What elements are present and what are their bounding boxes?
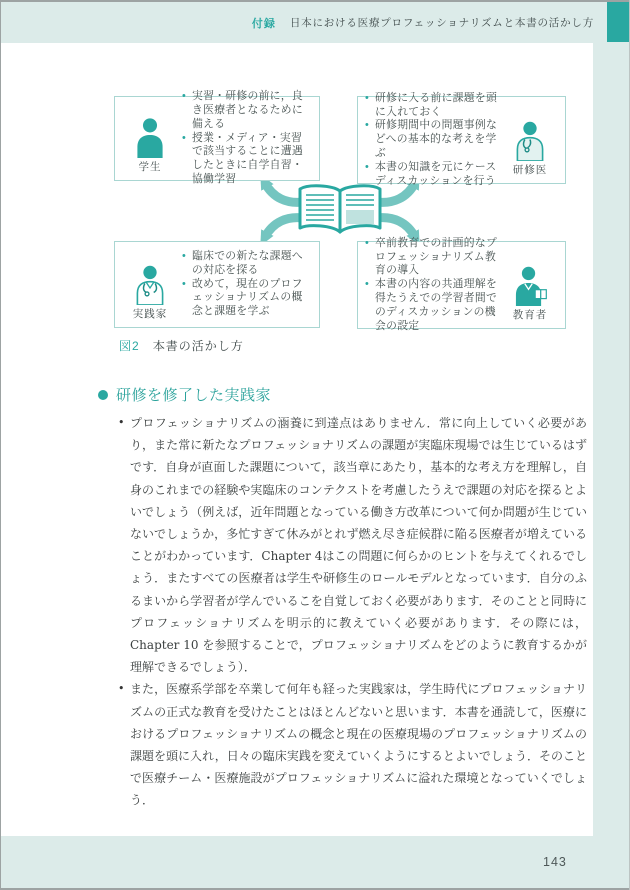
list-item: • 研修に入る前に課題を頭に入れておく [365, 92, 498, 120]
educator-activity-list [365, 237, 498, 334]
section-bullet-icon [98, 390, 108, 400]
practitioner-activity-list [182, 250, 312, 319]
student-icon-column [122, 102, 178, 175]
list-item: • 本書の知識を元にケースディスカッションを行う [365, 161, 498, 189]
student-icon [130, 118, 170, 158]
resident-doctor-icon [510, 121, 550, 161]
practitioner-icon-column [122, 247, 178, 322]
page-header [0, 2, 594, 43]
practitioner-icon [130, 265, 170, 305]
page-edge-top [0, 0, 630, 2]
list-item: • 改めて，現在のプロフェッショナリズムの概念と課題を学ぶ [182, 278, 312, 319]
figure-box-resident [357, 91, 566, 187]
page-edge-left [0, 0, 1, 890]
figure-number: 図2 [119, 339, 140, 353]
list-item: • 授業・メディア・実習で該当することに遭遇したときに自学自習・協働学習 [182, 132, 312, 187]
resident-activity-list [365, 92, 498, 189]
list-item: • 本書の内容の共通理解を得たうえでの学習者間でのディスカッションの機会の設定 [365, 278, 498, 333]
list-item: • 研修期間中の問題事例などへの基本的な考えを学ぶ [365, 119, 498, 160]
body-text-block [117, 412, 587, 812]
figure-box-student [114, 90, 320, 185]
chapter-tab-marker [607, 2, 629, 42]
figure-caption-text: 本書の活かし方 [152, 339, 244, 353]
section-heading-text: 研修を修了した実践家 [116, 387, 272, 404]
body-paragraph: • また，医療系学部を卒業して何年も経った実践家は，学生時代にプロフェッショナリズムの正式な教育を受けたことはほとんどないと思います．本書を通読して，医療におけるプロフェッショナリズムの概念と現在の医療現場のプロフェッショナリズムの課題を頭に入れ，日々の臨床実践を変えていくようにするとよいでしょう．そのことで医療チーム・医療施設がプロフェッショナリズムに溢れた環境となっていくでしょう． [117, 678, 587, 811]
body-paragraph: • プロフェッショナリズムの涵養に到達点はありません．常に向上していく必要があり，また常に新たなプロフェッショナリズムの課題が実臨床現場では生じているはずです．自身が直面した課題について，該当章にあたり，基本的な考え方を理解し，自身のこれまでの経験や実臨床のコンテクストを考慮したうえで課題の対応を探るとよいでしょう（例えば，近年問題となっている働き方改革について何か問題が生じていないでしょうか，多忙すぎて休みがとれず燃え尽き症候群に陥る医療者が増えていることがわかっています．Chapter 4はこの問題に何らかのヒントを与えてくれるでしょう．またすべての医療者は学生や研修生のロールモデルとなっています．自分のふるまいから学習者が学んでいるこを自覚しておく必要があります．そのことと同時にプロフェッショナリズムを明示的に教えていく必要があります．その際には，Chapter 10 を参照することで，プロフェッショナリズムをどのように教育するかが理解できるでしょう）． [117, 412, 587, 678]
figure-caption [119, 337, 244, 354]
list-item: • 卒前教育での計画的なプロフェッショナリズム教育の導入 [365, 237, 498, 278]
page-number: 143 [543, 855, 567, 869]
figure-box-practitioner [114, 241, 320, 328]
educator-icon [510, 266, 550, 306]
role-label: 実践家 [132, 308, 168, 320]
role-label: 研修医 [512, 164, 548, 176]
educator-icon-column [502, 247, 558, 323]
role-label: 教育者 [512, 309, 548, 321]
student-activity-list [182, 90, 312, 187]
section-heading [98, 384, 271, 405]
figure-box-educator [357, 236, 566, 332]
role-label: 学生 [138, 161, 162, 173]
appendix-label: 付録 [251, 17, 276, 30]
list-item: • 臨床での新たな課題への対応を探る [182, 250, 312, 278]
list-item: • 実習・研修の前に，良き医療者となるために備える [182, 90, 312, 131]
open-book-icon [296, 181, 384, 239]
resident-icon-column [502, 102, 558, 178]
running-head-title: 日本における医療プロフェッショナリズムと本書の活かし方 [289, 17, 594, 29]
